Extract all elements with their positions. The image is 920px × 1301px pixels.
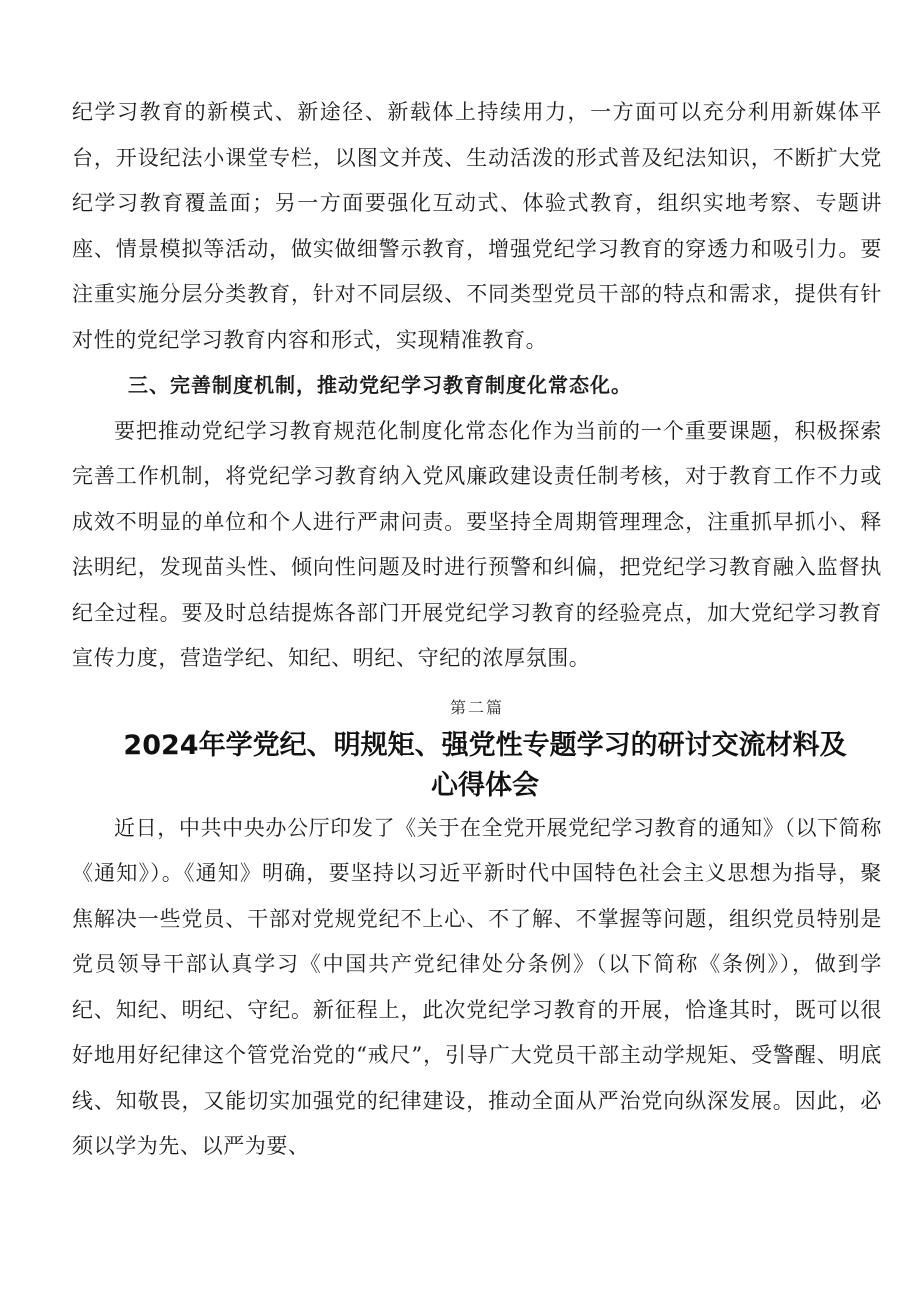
document-body bbox=[72, 90, 882, 1170]
title-line-1: 2024年学党纪、明规矩、强党性专题学习的研讨交流材料及 bbox=[123, 729, 847, 761]
section-label: 第二篇 bbox=[449, 697, 504, 717]
document-title bbox=[72, 726, 882, 806]
body-paragraph: 近日，中共中央办公厅印发了《关于在全党开展党纪学习教育的通知》（以下简称《通知》）。《通知》明确，要坚持以习近平新时代中国特色社会主义思想为指导，聚焦解决一些党员、干部对党规党纪不上心、不了解、不掌握等问题，组织党员特别是党员领导干部认真学习《中国共产党纪律处分条例》（以下简称《条例》），做到学纪、知纪、明纪、守纪。新征程上，此次党纪学习教育的开展，恰逢其时，既可以很好地用好纪律这个管党治党的“戒尺”，引导广大党员干部主动学规矩、受警醒、明底线、知敬畏，又能切实加强党的纪律建设，推动全面从严治党向纵深发展。因此，必须以学为先、以严为要、 bbox=[72, 815, 882, 1158]
body-paragraph: 纪学习教育的新模式、新途径、新载体上持续用力，一方面可以充分利用新媒体平台，开设纪法小课堂专栏，以图文并茂、生动活泼的形式普及纪法知识，不断扩大党纪学习教育覆盖面；另一方面要强化互动式、体验式教育，组织实地考察、专题讲座、情景模拟等活动，做实做细警示教育，增强党纪学习教育的穿透力和吸引力。要注重实施分层分类教育，针对不同层级、不同类型党员干部的特点和需求，提供有针对性的党纪学习教育内容和形式，实现精准教育。 bbox=[72, 100, 882, 352]
section-heading: 三、完善制度机制，推动党纪学习教育制度化常态化。 bbox=[128, 373, 632, 397]
title-line-2: 心得体会 bbox=[431, 769, 539, 801]
body-paragraph: 要把推动党纪学习教育规范化制度化常态化作为当前的一个重要课题，积极探索完善工作机制，将党纪学习教育纳入党风廉政建设责任制考核，对于教育工作不力或成效不明显的单位和个人进行严肃问责。要坚持全周期管理理念，注重抓早抓小、释法明纪，发现苗头性、倾向性问题及时进行预警和纠偏，把党纪学习教育融入监督执纪全过程。要及时总结提炼各部门开展党纪学习教育的经验亮点，加大党纪学习教育宣传力度，营造学纪、知纪、明纪、守纪的浓厚氛围。 bbox=[72, 418, 882, 670]
